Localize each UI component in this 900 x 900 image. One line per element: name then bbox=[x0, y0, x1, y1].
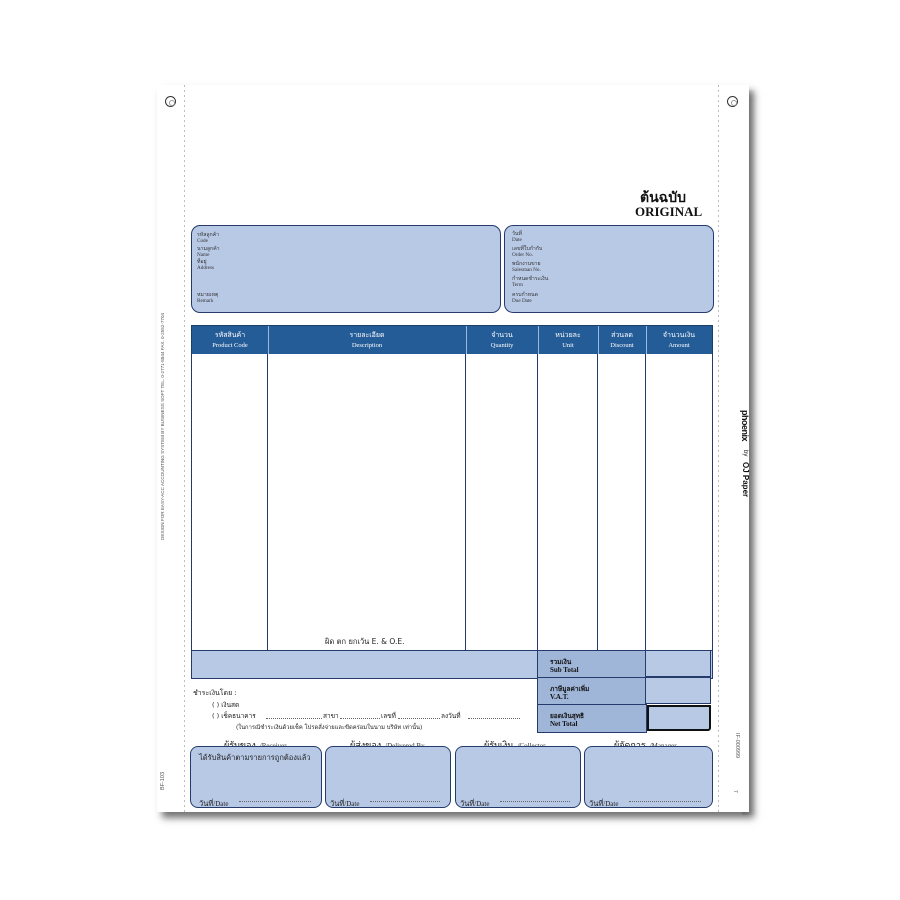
receiver-signature-box[interactable] bbox=[190, 746, 322, 808]
manager-date: วันที่/Date bbox=[589, 799, 619, 808]
eoe-note: ผิด ตก ยกเว้น E. & O.E. bbox=[325, 637, 405, 646]
left-feed-hole-icon bbox=[165, 96, 176, 107]
right-feed-hole-icon bbox=[727, 96, 738, 107]
subtotal-value[interactable] bbox=[645, 650, 711, 677]
col-product-code: รหัสสินค้า Product Code bbox=[192, 326, 269, 355]
date-label: วันที่ Date bbox=[512, 231, 522, 243]
cheque-number-label: เลขที่ bbox=[381, 712, 396, 720]
net-total-label: ยอดเงินสุทธิ Net Total bbox=[537, 704, 647, 733]
manager-signature-box[interactable] bbox=[584, 746, 713, 808]
cheque-date-label: ลงวันที่ bbox=[441, 712, 461, 720]
serial-number: IF-000999 bbox=[734, 733, 740, 759]
brand-logo: phoenix bbox=[740, 410, 750, 442]
net-total-value[interactable] bbox=[647, 705, 711, 731]
items-table-header bbox=[191, 325, 713, 356]
payment-cash-option[interactable]: ( ) เงินสด bbox=[212, 701, 240, 709]
delivered-by-signature-box[interactable] bbox=[325, 746, 451, 808]
items-table-body[interactable] bbox=[191, 354, 713, 650]
title-english: ORIGINAL bbox=[635, 204, 703, 219]
payment-note: (ในการณีชำระเงินด้วยเช็ค โปรดสั่งจ่ายและขีดคร่อมในนาม บริษัท เท่านั้น) bbox=[236, 725, 423, 731]
page-mark: 7 bbox=[732, 790, 738, 793]
receiver-date: วันที่/Date bbox=[199, 799, 229, 808]
collector-date: วันที่/Date bbox=[460, 799, 490, 808]
branch-label: สาขา bbox=[323, 712, 339, 720]
receiver-confirm-note: ได้รับสินค้าตามรายการถูกต้องแล้ว bbox=[199, 753, 311, 762]
left-perforation bbox=[184, 85, 185, 812]
column-divider bbox=[465, 354, 466, 650]
salesman-label: พนักงานขาย Salesman No. bbox=[512, 261, 541, 273]
order-no-label: เลขที่ใบกำกับ Order No. bbox=[512, 246, 543, 258]
vat-value[interactable] bbox=[645, 677, 711, 704]
payment-cheque-option[interactable]: ( ) เช็คธนาคาร bbox=[212, 712, 256, 720]
collector-signature-box[interactable] bbox=[455, 746, 581, 808]
right-perforation bbox=[718, 85, 719, 812]
order-info-panel[interactable] bbox=[504, 225, 714, 313]
address-label: ที่อยู่ Address bbox=[197, 259, 215, 271]
vat-label: ภาษีมูลค่าเพิ่ม V.A.T. bbox=[537, 677, 647, 706]
column-divider bbox=[267, 354, 268, 650]
col-unit: หน่วยละ Unit bbox=[538, 326, 599, 355]
customer-info-panel[interactable] bbox=[191, 225, 501, 313]
cheque-date-field[interactable] bbox=[468, 711, 520, 719]
delivered-by-date: วันที่/Date bbox=[330, 799, 360, 808]
maker-logo: OJ Paper bbox=[741, 462, 750, 498]
printer-credit-note: DESIGN FOR EASY-ACC ACCOUNTING SYSTEM BY BUSINESS SOFT TEL. 0-2771-8844 FAX. 0-2552-7704 bbox=[160, 312, 165, 540]
manager-date-field[interactable] bbox=[629, 794, 701, 802]
col-amount: จำนวนเงิน Amount bbox=[662, 331, 696, 349]
column-divider bbox=[645, 354, 646, 650]
branch-field[interactable] bbox=[340, 711, 380, 719]
due-date-label: ครบกำหนด Due Date bbox=[512, 292, 538, 304]
payment-title: ชำระเงินโดย : bbox=[193, 689, 237, 697]
remark-label: หมายเหตุ Remark bbox=[197, 292, 219, 304]
form-code: BF-103 bbox=[160, 771, 166, 790]
column-divider bbox=[597, 354, 598, 650]
cheque-number-field[interactable] bbox=[398, 711, 440, 719]
title-thai: ต้นฉบับ bbox=[640, 190, 686, 206]
delivered-by-date-field[interactable] bbox=[370, 794, 440, 802]
bank-field[interactable] bbox=[266, 711, 322, 719]
col-quantity: จำนวน Quantity bbox=[466, 326, 539, 355]
receiver-date-field[interactable] bbox=[239, 794, 311, 802]
collector-date-field[interactable] bbox=[500, 794, 570, 802]
code-label: รหัสลูกค้า Code bbox=[197, 232, 220, 244]
col-discount: ส่วนลด Discount bbox=[598, 326, 647, 355]
col-description: รายละเอียด Description bbox=[268, 326, 467, 355]
term-label: กำหนดชำระเงิน Term bbox=[512, 276, 549, 288]
column-divider bbox=[537, 354, 538, 650]
subtotal-label: รวมเงิน Sub Total bbox=[537, 650, 647, 679]
brand-by: by bbox=[742, 450, 748, 457]
name-label: นามลูกค้า Name bbox=[197, 246, 220, 258]
